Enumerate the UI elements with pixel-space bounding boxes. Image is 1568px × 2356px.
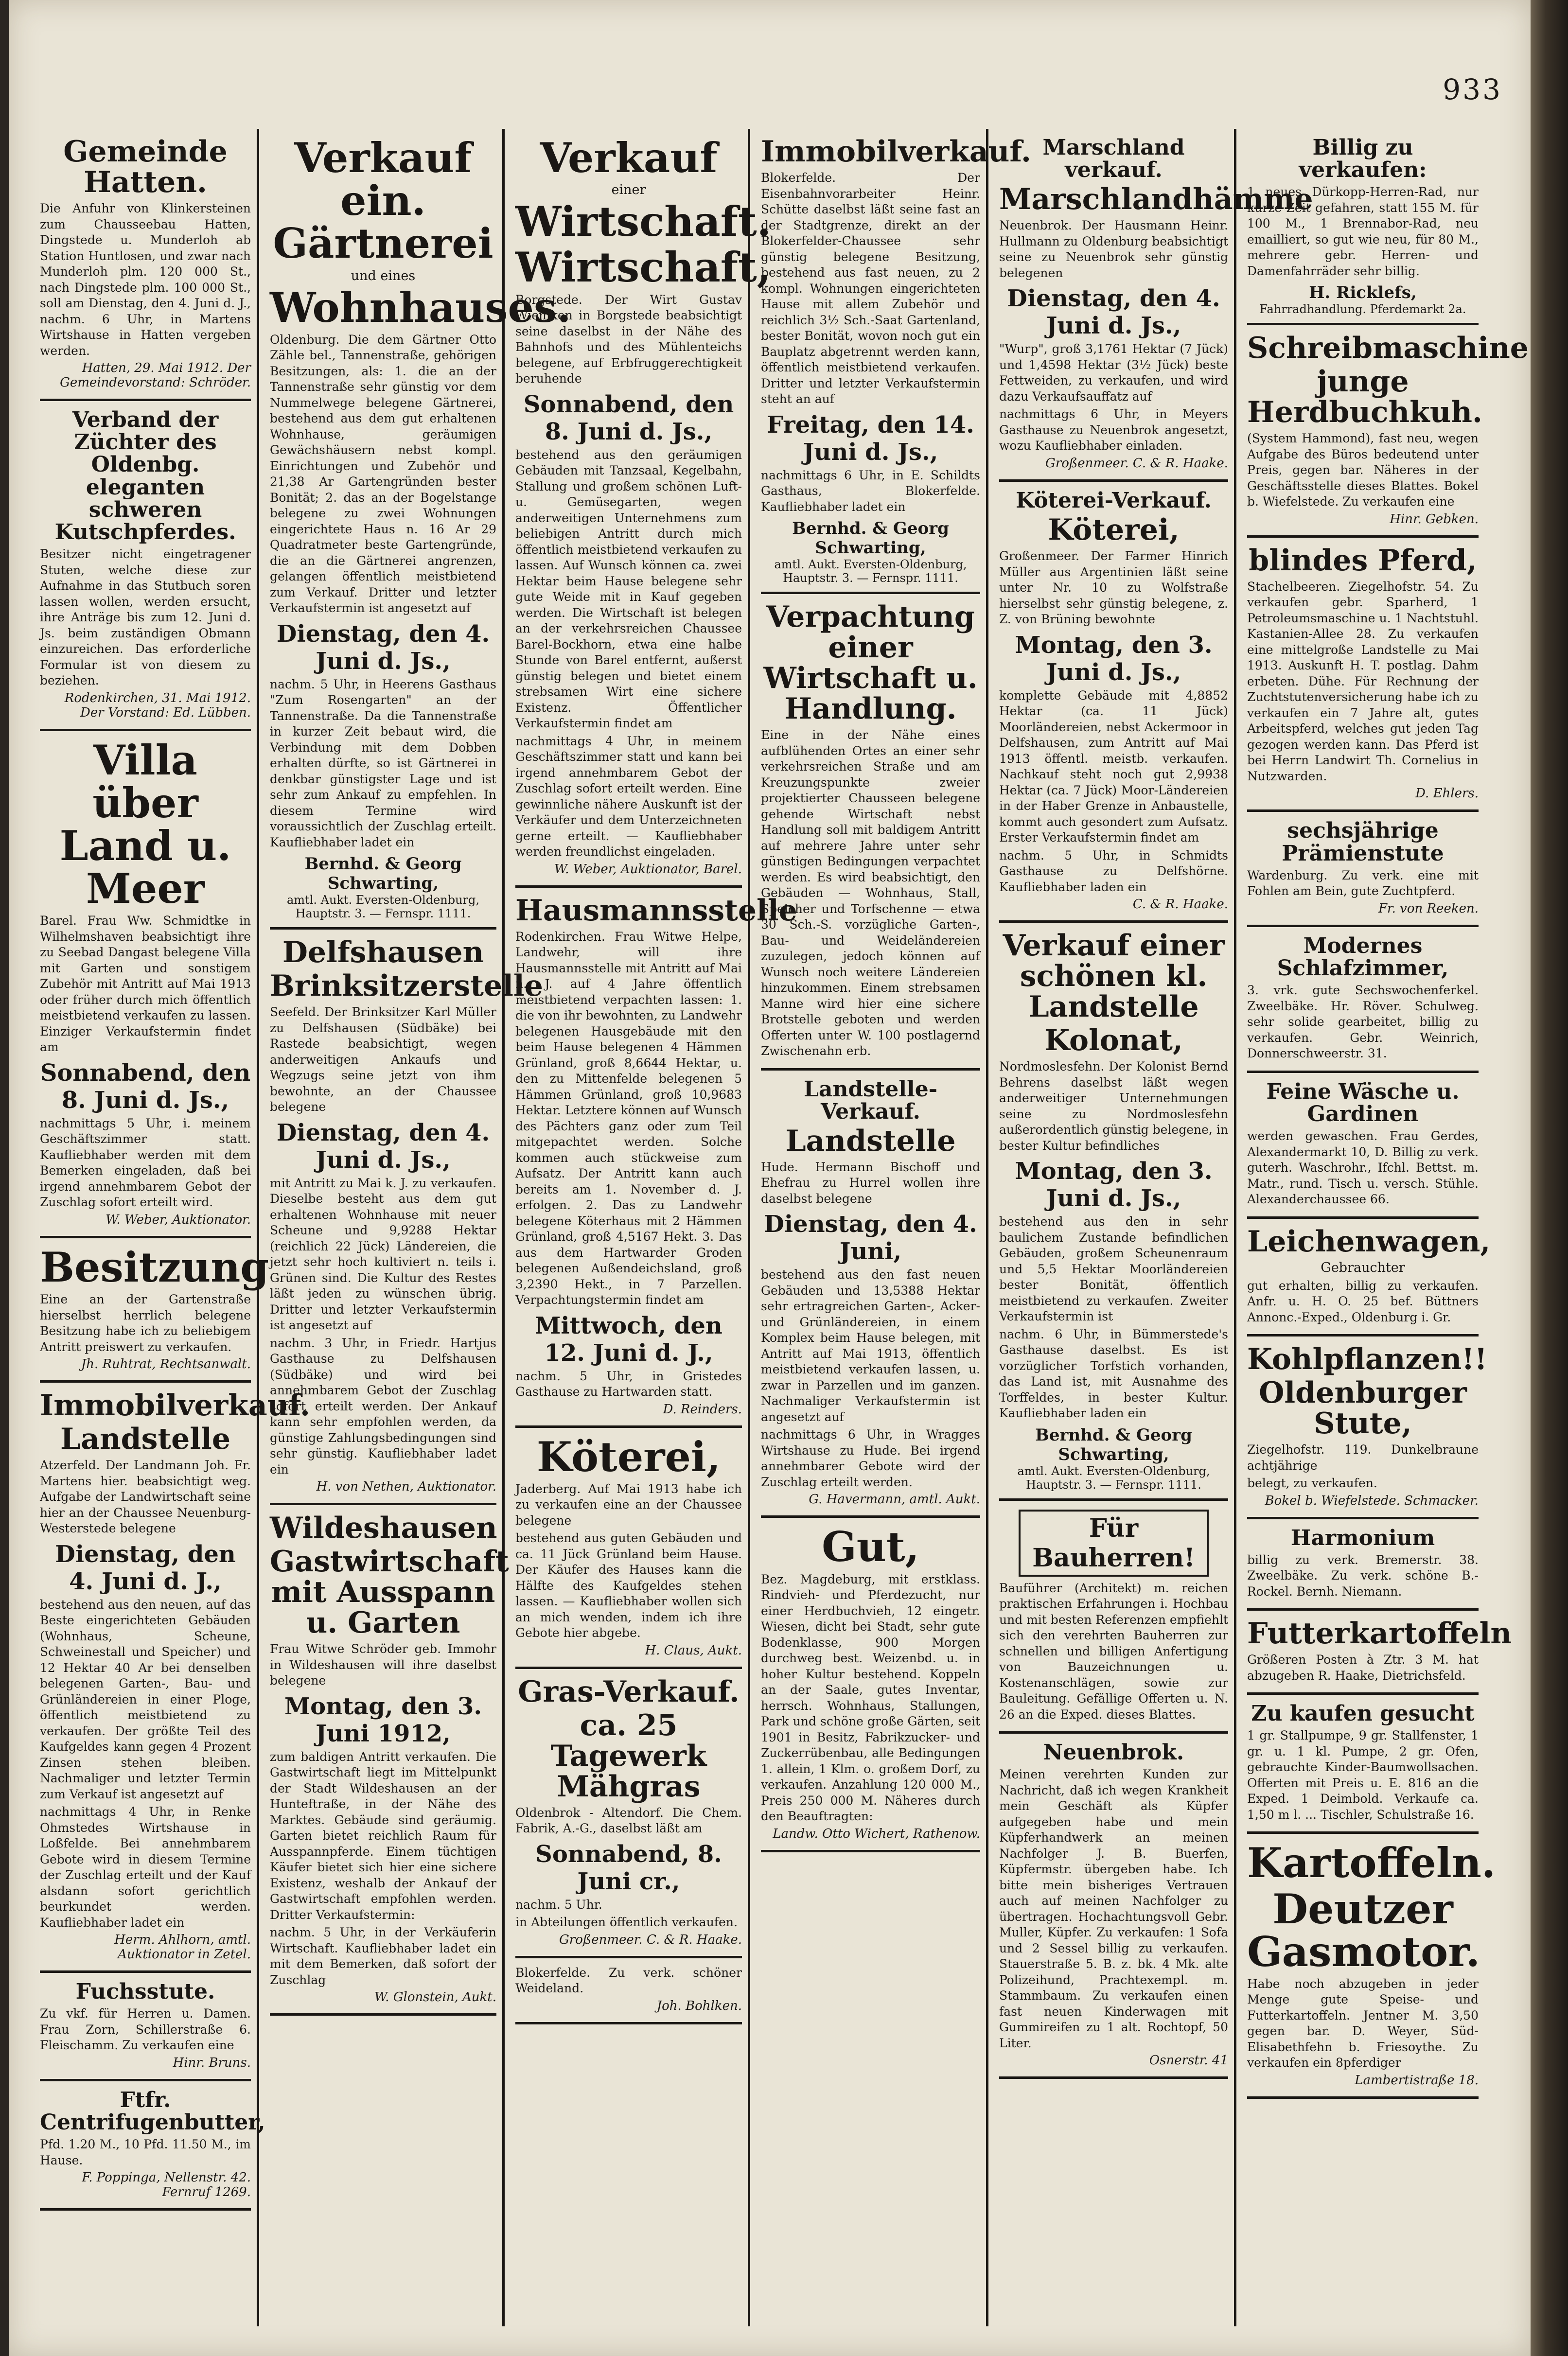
ad-body-text: nachm. 5 Uhr, in Gristedes Gasthause zu Hartwarden statt. <box>515 1369 742 1399</box>
ad-date: Montag, den 3. Juni d. Js., <box>1015 1158 1213 1213</box>
ad-body-text: Blokerfelde. Zu verk. schöner Weideland. <box>515 1965 742 1996</box>
advertisement-columns <box>34 129 1529 2326</box>
ad-headline: Delfshausen <box>282 935 484 970</box>
ad-headline: Wildeshausen <box>270 1511 497 1546</box>
ad-headline: Köterei, <box>1048 513 1180 547</box>
ad-subline: einer <box>611 182 646 198</box>
ad-body-text: (System Hammond), fast neu, wegen Aufgabe des Büros bedeutend unter Preis, gegen bar. Näheres in der Geschäftsstelle dieses Blattes. Bokel b. Wiefelstede. Zu verkaufen eine <box>1247 431 1479 509</box>
ad-headline: Gemeinde Hatten. <box>63 135 228 199</box>
ad-body-text: nachmittags 6 Uhr, in Meyers Gasthause zu Neuenbrok angesetzt, wozu Kaufliebhaber einladen. <box>999 407 1228 453</box>
ad-body-text: 1 gr. Stallpumpe, 9 gr. Stallfenster, 1 gr. u. 1 kl. Pumpe, 2 gr. Ofen, gebrauchte Kinder-Baumwollsachen. Offerten mit Preis u. E. 816 an die Exped. 1 Deimbold. Verkaufe ca. 1,50 m l. ... Tischler, Schulstraße 16. <box>1247 1728 1479 1822</box>
ad-headline: Besitzung <box>40 1243 269 1291</box>
ad-signature: Osnerstr. 41 <box>1149 2053 1228 2068</box>
advertisement <box>515 1428 742 1669</box>
ad-date: Dienstag, den 4. Juni d. Js., <box>1007 285 1220 340</box>
ad-body-text: Jaderberg. Auf Mai 1913 habe ich zu verkaufen eine an der Chaussee belegene <box>515 1481 742 1528</box>
ad-headline: Gastwirtschaft mit Ausspann u. Garten <box>270 1545 509 1640</box>
ad-signature: D. Ehlers. <box>1415 786 1479 801</box>
ad-body-text: zum baldigen Antritt verkaufen. Die Gastwirtschaft liegt im Mittelpunkt der Stadt Wildeshausen an der Hunteftraße, in der Nähe des Marktes. Gebäude sind geräumig. Garten bietet reichlich Raum für Ausspannpferde. Einem tüchtigen Käufer bietet sich hier eine sichere Existenz, weshalb der Ankauf der Gastwirtschaft empfohlen werden. Dritter Verkaufstermin: <box>270 1749 496 1922</box>
ad-body-text: Besitzer nicht eingetragener Stuten, welche diese zur Aufnahme in das Stutbuch soren lassen wollen, werden ersucht, ihre Anträge bis zum 12. Juni d. Js. beim zuständigen Obmann einzureichen. Das erforderliche Formular ist von diesem zu beziehen. <box>40 547 251 688</box>
ad-body-text: Größeren Posten à Ztr. 3 M. hat abzugeben R. Haake, Dietrichsfeld. <box>1247 1653 1479 1683</box>
ad-signature: D. Reinders. <box>663 1402 742 1417</box>
ad-signature: Landw. Otto Wichert, Rathenow. <box>773 1826 980 1841</box>
ad-body-text: nachmittags 5 Uhr, i. meinem Geschäftszimmer statt. Kaufliebhaber werden mit dem Bemerken eingeladen, daß bei irgend annehmbarem Gebot der Zuschlag sofort erteilt wird. <box>40 1116 251 1210</box>
ad-headline: Verkauf ein. Gärtnerei <box>273 134 493 268</box>
advertisement <box>1247 325 1529 538</box>
ad-signature: W. Weber, Auktionator, Barel. <box>554 862 742 877</box>
ad-body-text: bestehend aus guten Gebäuden und ca. 11 Jück Grünland beim Hause. Der Käufer des Hauses kann die Hälfte des Kaufgeldes stehen lassen. — Kaufliebhaber wollen sich an mich wenden, indem ich ihre Gebote hier abgebe. <box>515 1531 742 1640</box>
ad-headline: Verband der Züchter des Oldenbg. eleganten schweren Kutschpferdes. <box>54 407 236 545</box>
ad-date: Sonnabend, den 8. Juni d. Js., <box>40 1059 251 1114</box>
ad-signature: Lambertistraße 18. <box>1355 2073 1479 2088</box>
column-3 <box>510 129 797 2326</box>
ad-headline: Verkauf einer schönen kl. Landstelle <box>1003 929 1225 1024</box>
ad-headline: Wirtschaft, <box>515 243 771 292</box>
ad-date: Dienstag, den 4. Juni d. J., <box>55 1540 236 1595</box>
advertisement <box>1247 1336 1487 1519</box>
ad-headline: Gut, <box>822 1523 919 1571</box>
ad-signature: W. Weber, Auktionator. <box>106 1212 251 1227</box>
page-number: 933 <box>1443 73 1502 106</box>
ad-body-text: bestehend aus den geräumigen Gebäuden mit Tanzsaal, Kegelbahn, Stallung und großem schönen Luft- u. Gemüsegarten, wegen anderweitigen Unternehmens zum beliebigen Antritt durch mich öffentlich meistbietend verkaufen zu lassen. Auf Wunsch können ca. zwei Hektar beim Hause belegene sehr gute Weide mit in Kauf gegeben werden. Die Wirtschaft ist belegen an der verkehrsreichen Chaussee Barel-Bockhorn, etwa eine halbe Stunde von Barel entfernt, außerst günstig belegen und bietet einem strebsamen Wirt eine sichere Existenz. Öffentlicher Verkaufstermin findet am <box>515 447 742 731</box>
ad-firm-name: Bernhd. & Georg Schwarting, <box>304 854 462 894</box>
ad-headline: Immobilverkauf. <box>761 135 1031 169</box>
ad-signature: W. Glonstein, Aukt. <box>374 1990 496 2005</box>
ad-body-text: Meinen verehrten Kunden zur Nachricht, daß ich wegen Krankheit mein Geschäft als Küpfer aufgegeben habe und mein Küpferhandwerk an meinen Nachfolger J. B. Buerfen, Küpfermstr. übergeben habe. Ich bitte mein bisheriges Vertrauen auch auf meinen Nachfolger zu übertragen. Hochachtungsvoll Gebr. Muller, Küpfer. Zu verkaufen: 1 Sofa und 2 Sessel billig zu verkaufen. Stauerstraße 5. B. z. bk. 4 Mk. alte Polizeihund, Prachtexempl. m. Stammbaum. Zu verkaufen einen fast neuen Kinderwagen mit Gummireifen zu 1 alt. Rochtopf, 50 Liter. <box>999 1767 1228 2050</box>
ad-date: Freitag, den 14. Juni d. Js., <box>767 411 974 466</box>
ad-signature: Bokel b. Wiefelstede. Schmacker. <box>1265 1493 1479 1508</box>
advertisement <box>999 923 1228 1501</box>
ad-subline: Gebrauchter <box>1321 1260 1405 1275</box>
ad-headline: Wirtschaft. <box>515 197 771 246</box>
ad-body-text: nachmittags 6 Uhr, in Wragges Wirtshause zu Hude. Bei irgend annehmbarer Gebote wird der Zuschlag erteilt werden. <box>761 1427 980 1489</box>
ad-headline: Immobilverkauf. <box>40 1389 310 1423</box>
ad-body-text: nachmittags 4 Uhr, in Renke Ohmstedes Wirtshause in Loßfelde. Bei annehmbarem Gebote wird in diesem Termine der Zuschlag erteilt und der Kauf alsdann sofort gerichtlich beurkundet werden. Kaufliebhaber ladet ein <box>40 1805 251 1930</box>
ad-subline: und eines <box>351 268 416 283</box>
ad-firm-address: amtl. Aukt. Eversten-Oldenburg, Hauptstr. 3. — Fernspr. 1111. <box>1017 1464 1210 1492</box>
ad-headline: Hausmannsstelle <box>515 893 797 928</box>
ad-headline: Landstelle <box>785 1124 956 1158</box>
ad-headline: Köterei-Verkauf. <box>1016 488 1212 513</box>
ad-body-text: Wardenburg. Zu verk. eine mit Fohlen am Bein, gute Zuchtpferd. <box>1247 868 1479 898</box>
advertisement <box>1247 1695 1479 1834</box>
ad-body-text: bestehend aus den in sehr baulichem Zustande befindlichen Gebäuden, großem Scheunenraum und 5,5 Hektar Moorländereien bester Bonität, öffentlich meistbietend zu verkaufen. Zweiter Verkaufstermin ist <box>999 1214 1228 1324</box>
column-4 <box>755 129 1031 2326</box>
ad-headline: Billig zu verkaufen: <box>1299 135 1427 183</box>
ad-headline: sechsjährige Prämienstute <box>1282 818 1444 866</box>
advertisement <box>515 129 771 888</box>
ad-headline: Gras-Verkauf. <box>518 1674 740 1709</box>
ad-body-text: Rodenkirchen. Frau Witwe Helpe, Landwehr, will ihre Hausmannsstelle mit Antritt auf Mai n. J. auf 4 Jahre öffentlich meistbietend verpachten lassen: 1. die von ihr bewohnten, zu Landwehr belegenen Hausgebäude mit den beim Hause belegenen 4 Hämmen Grünland, groß 8,6644 Hektar, u. den zu Mittenfelde belegenen 5 Hämmen Grünland, groß 10,9683 Hektar. Letztere können auf Wunsch des Pächters ganz oder zum Teil mitgepachtet werden. Solche kommen auch stückweise zum Aufsatz. Der Antritt kann auch bereits am 1. November d. J. erfolgen. 2. Das zu Landwehr belegene Köterhaus mit 2 Hämmen Grünland, groß 4,5167 Hekt. 3. Das aus dem Hartwarder Groden belegenen Außendeichsland, groß 3,2390 Hekt., in 7 Parzellen. Verpachtungstermin findet am <box>515 929 742 1307</box>
advertisement <box>1247 1073 1479 1219</box>
advertisement <box>761 1518 980 1852</box>
ad-headline: Ftfr. Centrifugenbutter, <box>40 2087 265 2135</box>
ad-date: Montag, den 3. Juni 1912, <box>284 1692 482 1747</box>
ad-signature: Großenmeer. C. & R. Haake. <box>559 1932 742 1947</box>
advertisement <box>40 2081 265 2211</box>
advertisement <box>999 482 1228 923</box>
advertisement <box>999 129 1313 482</box>
column-2 <box>264 129 571 2326</box>
ad-signature: Großenmeer. C. & R. Haake. <box>1045 456 1228 471</box>
advertisement <box>1247 812 1479 927</box>
ad-headline: Futterkartoffeln <box>1247 1617 1512 1651</box>
advertisement <box>515 1958 742 2024</box>
advertisement <box>1247 129 1479 325</box>
ad-headline: blindes Pferd, <box>1249 543 1477 578</box>
ad-headline: Marschlandhämme <box>999 182 1313 217</box>
advertisement <box>999 1501 1228 1734</box>
ad-body-text: nachm. 5 Uhr. <box>515 1897 602 1912</box>
ad-body-text: Barel. Frau Ww. Schmidtke in Wilhelmshaven beabsichtigt ihre zu Seebad Dangast belegene Villa mit Garten und sonstigem Zubehör mit Antritt auf Mai 1913 oder früher durch mich öffentlich meistbietend verkaufen zu lassen. Einziger Verkaufstermin findet am <box>40 914 251 1055</box>
ad-headline: Für Bauherren! <box>1019 1510 1209 1577</box>
column-1 <box>34 129 310 2326</box>
ad-headline: Wohnhauses. <box>270 283 571 332</box>
ad-signature: Herm. Ahlhorn, amtl. Auktionator in Zetel. <box>114 1933 251 1962</box>
ad-body-text: Neuenbrok. Der Hausmann Heinr. Hullmann zu Oldenburg beabsichtigt seine zu Neuenbrok sehr günstig belegenen <box>999 218 1228 280</box>
ad-body-text: Hude. Hermann Bischoff und Ehefrau zu Hurrel wollen ihre daselbst belegene <box>761 1160 980 1206</box>
ad-signature: H. Claus, Aukt. <box>645 1643 742 1658</box>
ad-headline: Neuenbrok. <box>1043 1740 1184 1765</box>
ad-body-text: nachm. 5 Uhr, in Heerens Gasthaus "Zum Rosengarten" an der Tannenstraße. Da die Tannenstraße in kurzer Zeit bebaut wird, die Verbindung mit dem Dobben erhalten dürfte, so ist Gärtnerei in denkbar günstigster Lage und ist sehr zum Ankauf zu empfehlen. In diesem Termine wird voraussichtlich der Zuschlag erteilt. Kaufliebhaber ladet ein <box>270 677 496 849</box>
ad-body-text: Oldenburg. Die dem Gärtner Otto Zähle bel., Tannenstraße, gehörigen Besitzungen, als: 1. die an der Tannenstraße sehr günstig vor dem Nummelwege belegene Gärtnerei, bestehend aus dem gut erhaltenen Wohnhause, geräumigen Gewächshäusern nebst kompl. Einrichtungen und Zubehör und 21,38 Ar Gartengründen bester Bonität; 2. das an der Bogelstange belegene zu zwei Wohnungen eingerichtete Haus n. 16 Ar 29 Quadratmeter beste Gartengründe, die an die Gärtnerei angrenzen, gelangen öffentlich meistbietend zum Verkauf. Dritter und letzter Verkaufstermin ist angesetzt auf <box>270 332 496 615</box>
advertisement <box>1247 927 1479 1073</box>
ad-body-text: Atzerfeld. Der Landmann Joh. Fr. Martens hier. beabsichtigt weg. Aufgabe der Landwirtschaft seine hier an der Chaussee Neuenburg-Westerstede belegene <box>40 1458 251 1536</box>
advertisement <box>515 888 797 1428</box>
ad-headline: Landstelle-Verkauf. <box>804 1076 937 1124</box>
ad-signature: Joh. Bohlken. <box>656 1998 742 2013</box>
advertisement <box>40 1973 251 2081</box>
ad-headline: Landstelle <box>60 1422 231 1457</box>
ad-headline: Oldenburger Stute, <box>1259 1376 1467 1441</box>
ad-headline: Modernes Schlafzimmer, <box>1277 933 1449 981</box>
ad-date: Mittwoch, den 12. Juni d. J., <box>535 1312 722 1367</box>
ad-date: Dienstag, den 4. Juni d. Js., <box>276 620 490 675</box>
ad-headline: Kartoffeln. <box>1247 1839 1496 1887</box>
advertisement <box>515 1669 742 1958</box>
ad-firm-name: Bernhd. & Georg Schwarting, <box>1035 1425 1192 1464</box>
ad-body-text: billig zu verk. Bremerstr. 38. Zweelbäke. Zu verk. schöne B.-Rockel. Bernh. Niemann. <box>1247 1552 1479 1599</box>
advertisement <box>270 129 571 930</box>
ad-signature: Jh. Ruhtrat, Rechtsanwalt. <box>81 1357 251 1372</box>
ad-body-text: Seefeld. Der Brinksitzer Karl Müller zu Delfshausen (Südbäke) bei Rastede beabsichtigt, wegen anderweitigen Ankaufs und Wegzugs seine jetzt von ihm bewohnte, an der Chaussee belegene <box>270 1005 496 1114</box>
ad-date: Sonnabend, 8. Juni cr., <box>535 1840 722 1895</box>
advertisement <box>761 1071 980 1518</box>
advertisement <box>1247 1611 1512 1695</box>
advertisement <box>40 731 251 1238</box>
ad-date: Montag, den 3. Juni d. Js., <box>1015 631 1213 686</box>
ad-body-text: werden gewaschen. Frau Gerdes, Alexandermarkt 10, D. Billig zu verk. guterh. Waschrohr., Ifchl. Bettst. m. Matr., rund. Tisch u. versch. Stühle. Alexanderchaussee 66. <box>1247 1129 1479 1206</box>
ad-body-text: gut erhalten, billig zu verkaufen. Anfr. u. H. O. 25 bef. Büttners Annonc.-Exped., Oldenburg i. Gr. <box>1247 1278 1479 1324</box>
ad-body-text: nachm. 5 Uhr, in Schmidts Gasthause zu Delfshörne. Kaufliebhaber laden ein <box>999 848 1228 894</box>
ad-signature: Hatten, 29. Mai 1912. Der Gemeindevorstand: Schröder. <box>60 361 251 390</box>
ad-headline: Zu kaufen gesucht <box>1251 1701 1475 1726</box>
ad-body-text: nachmittags 4 Uhr, in meinem Geschäftszimmer statt und kann bei irgend annehmbarem Gebot der Zuschlag sofort erteilt werden. Eine gewinnliche nähere Auskunft ist der Verkäufer und dem Unterzeichneten gerne erteilt. — Kaufliebhaber werden freundlichst eingeladen. <box>515 734 742 859</box>
ad-headline: Harmonium <box>1290 1525 1435 1550</box>
ad-headline: Deutzer Gasmotor. <box>1247 1884 1480 1976</box>
ad-firm-address: amtl. Aukt. Eversten-Oldenburg, Hauptstr. 3. — Fernspr. 1111. <box>286 893 480 921</box>
ad-firm-name: H. Ricklefs, <box>1309 283 1417 303</box>
ad-signature: F. Poppinga, Nellenstr. 42. Fernruf 1269. <box>82 2170 251 2200</box>
ad-body-text: Zu vkf. für Herren u. Damen. Frau Zorn, Schillerstraße 6. Fleischamm. Zu verkaufen eine <box>40 2006 251 2053</box>
ad-headline: Kohlpflanzen!! <box>1247 1342 1487 1376</box>
ad-headline: Marschland verkauf. <box>1042 135 1185 183</box>
advertisement <box>40 401 251 731</box>
ad-body-text: bestehend aus den neuen, auf das Beste eingerichteten Gebäuden (Wohnhaus, Scheune, Schweinestall und Speicher) und 12 Hektar 40 Ar bei denselben belegenen Garten-, Bau- und Grünländereien in einer Ploge, öffentlich meistbietend zu verkaufen. Der größte Teil des Kaufgeldes kann gegen 4 Prozent Zinsen stehen bleiben. Nachmaliger und letzter Termin zum Verkauf ist angesetzt auf <box>40 1597 251 1801</box>
ad-signature: G. Havermann, amtl. Aukt. <box>809 1492 980 1507</box>
ad-body-text: 3. vrk. gute Sechswochenferkel. Zweelbäke. Hr. Röver. Schulweg. sehr solide gearbeitet, billig zu verkaufen. Gebr. Weinrich, Donnerschweerstr. 31. <box>1247 983 1479 1061</box>
ad-firm-address: Fahrradhandlung. Pferdemarkt 2a. <box>1259 302 1466 316</box>
ad-signature: H. von Nethen, Auktionator. <box>316 1479 496 1494</box>
ad-body-text: bestehend aus den fast neuen Gebäuden und 13,5388 Hektar sehr ertragreichen Garten-, Acker- und Grünländereien, in einem Komplex beim Hause belegen, mit Antritt auf Mai 1913, öffentlich meistbietend verkaufen lassen, u. zwar in Parzellen und im ganzen. Nachmaliger Verkaufstermin ist angesetzt auf <box>761 1267 980 1424</box>
ad-signature: Fr. von Reeken. <box>1378 901 1479 916</box>
advertisement <box>999 1734 1228 2079</box>
ad-body-text: Habe noch abzugeben in jeder Menge gute Speise- und Futterkartoffeln. Jentner M. 3,50 gegen bar. D. Weyer, Süd-Elisabethfehn b. Friesoythe. Zu verkaufen ein 8pferdiger <box>1247 1976 1479 2070</box>
ad-body-text: Stachelbeeren. Ziegelhofstr. 54. Zu verkaufen gebr. Sparherd, 1 Petroleumsmaschine u. 1 Nachtstuhl. Kastanien-Allee 28. Zu verkaufen eine mittelgroße Landstelle zu Mai 1913. Auskunft H. T. postlag. Dahm erbeten. Dühe. Für Rechnung der Zuchtstutenversicherung habe ich zu verkaufen ein 7 Jahre alt, gutes Arbeitspferd, welches gut jeden Tag gezogen werden kann. Das Pferd ist bei Herrn Landwirt Th. Cornelius in Nutzwarden. <box>1247 579 1479 783</box>
ad-headline: Verkauf <box>540 134 718 182</box>
ad-body-text: in Abteilungen öffentlich verkaufen. <box>515 1915 738 1930</box>
ad-headline: Fuchsstute. <box>75 1979 215 2004</box>
advertisement <box>1247 538 1479 812</box>
ad-body-text: nachm. 5 Uhr, in der Verkäuferin Wirtschaft. Kaufliebhaber ladet ein mit dem Bemerken, daß sofort der Zuschlag <box>270 1925 496 1987</box>
advertisement <box>761 594 980 1071</box>
ad-headline: Brinksitzerstelle <box>270 969 543 1003</box>
ad-headline: Leichenwagen, <box>1247 1224 1491 1259</box>
ad-headline: Villa über Land u. Meer <box>59 736 231 913</box>
ad-body-text: Bauführer (Architekt) m. reichen praktischen Erfahrungen i. Hochbau und mit besten Referenzen empfiehlt sich den verehrten Bauherren zur schnellen und billigen Anfertigung von Bauzeichnungen u. Kostenanschlägen, sowie zur Bauleitung. Gefällige Offerten u. N. 26 an die Exped. dieses Blattes. <box>999 1581 1229 1722</box>
column-6 <box>1241 129 1529 2326</box>
ad-body-text: nachmittags 6 Uhr, in E. Schildts Gasthaus, Blokerfelde. Kaufliebhaber ladet ein <box>761 468 980 514</box>
ad-headline: Feine Wäsche u. Gardinen <box>1266 1079 1460 1126</box>
ad-body-text: belegt, zu verkaufen. <box>1247 1476 1377 1490</box>
ad-headline: Kolonat, <box>1044 1023 1183 1058</box>
ad-firm-address: amtl. Aukt. Eversten-Oldenburg, Hauptstr. 3. — Fernspr. 1111. <box>774 558 967 585</box>
ad-firm-name: Bernhd. & Georg Schwarting, <box>792 519 949 558</box>
ad-date: Dienstag, den 4. Juni, <box>764 1211 977 1266</box>
ad-signature: Hinr. Bruns. <box>173 2055 251 2070</box>
ad-body-text: Blokerfelde. Der Eisenbahnvorarbeiter Heinr. Schütte daselbst läßt seine fast an der Stadtgrenze, direkt an der Blokerfelder-Chaussee sehr günstig belegene Besitzung, bestehend aus fast neuen, zu 2 kompl. Wohnungen eingerichteten Hause mit allem Zubehör und reichlich 3½ Sch.-Saat Gartenland, bester Bonität, wovon noch gut ein Bauplatz abgetrennt werden kann, öffentlich meistbietend verkaufen. Dritter und letzter Verkaufstermin steht an auf <box>761 171 980 406</box>
ad-body-text: 1 neues Dürkopp-Herren-Rad, nur kurze Zeit gefahren, statt 155 M. für 100 M., 1 Brennabor-Rad, neu emailliert, so gut wie neu, für 80 M., mehrere gebr. Herren- und Damenfahrräder sehr billig. <box>1247 185 1479 278</box>
ad-body-text: Bez. Magdeburg, mit erstklass. Rindvieh- und Pferdezucht, nur einer Herdbuchvieh, 12 eingetr. Wiesen, dicht bei Stadt, sehr gute Bodenklasse, 900 Morgen durchweg best. Weizenbd. u. in hoher Kultur bestehend. Koppeln an der Saale, gutes Inventar, herrsch. Wohnhaus, Stallungen, Park und schöne große Gärten, seit 1901 in Besitz, Fabrikzucker- und Zuckerrübenbau, alle Bedingungen 1. allein, 1 Klm. o. großem Dorf, zu verkaufen. Anzahlung 120 000 M., Preis 250 000 M. Näheres durch den Beauftragten: <box>761 1572 980 1824</box>
ad-body-text: Borgstede. Der Wirt Gustav Wiemken in Borgstede beabsichtigt seine daselbst in der Nähe des Bahnhofs und des Mühlenteichs belegene, auf Erbfruggerechtigkeit beruhende <box>515 292 742 386</box>
ad-body-text: Pfd. 1.20 M., 10 Pfd. 11.50 M., im Hause. <box>40 2137 251 2167</box>
ad-headline: ca. 25 Tagewerk Mähgras <box>550 1708 707 1804</box>
ad-headline: Verpachtung einer Wirtschaft u. Handlung. <box>763 600 978 726</box>
ad-body-text: Frau Witwe Schröder geb. Immohr in Wildeshausen will ihre daselbst belegene <box>270 1642 496 1688</box>
advertisement <box>270 930 543 1505</box>
ad-body-text: Großenmeer. Der Farmer Hinrich Müller aus Argentinien läßt seine unter Nr. 10 zu Wolfstraße hierselbst sehr günstig belegene, z. Z. von Brüning bewohnte <box>999 549 1228 627</box>
ad-body-text: Eine in der Nähe eines aufblühenden Ortes an einer sehr verkehrsreichen Straße und am Kreuzungspunkte zweier projektierter Chausseen belegene gehende Wirtschaft nebst Handlung soll mit baldigem Antritt auf mehrere Jahre unter sehr günstigen Bedingungen verpachtet werden. Es wird beabsichtigt, den Gebäuden — Wohnhaus, Stall, Speicher und Torfschenne — etwa 30 Sch.-S. vorzügliche Garten-, Bau- und Weideländereien zuzulegen, jedoch können auf Wunsch noch weitere Ländereien hinzukommen. Einem strebsamen Manne wird hier eine sichere Brotstelle geboten und werden Offerten unter W. 100 postlagernd Zwischenahn erb. <box>761 728 980 1058</box>
ad-body-text: nachm. 3 Uhr, in Friedr. Hartjus Gasthause zu Delfshausen (Südbäke) und wird bei annehmbarem Gebot der Zuschlag sofort erteilt werden. Der Ankauf kann sehr empfohlen werden, da günstige Zahlungsbedingungen sind sehr günstig. Kaufliebhaber ladet ein <box>270 1336 496 1477</box>
advertisement <box>1247 1834 1496 2099</box>
ad-body-text: Ziegelhofstr. 119. Dunkelbraune achtjährige <box>1247 1442 1479 1473</box>
advertisement <box>40 1383 310 1973</box>
ad-signature: Rodenkirchen, 31. Mai 1912. Der Vorstand: Ed. Lübben. <box>64 690 251 720</box>
ad-body-text: mit Antritt zu Mai k. J. zu verkaufen. Dieselbe besteht aus dem gut erhaltenen Wohnhause mit neuer Scheune und 9,9288 Hektar (reichlich 22 Jück) Ländereien, die jetzt sehr hoch kultiviert n. teils i. Grünen sind. Die Kultur des Restes läßt jeden zu wünschen übrig. Dritter und letzter Verkaufstermin ist angesetzt auf <box>270 1176 496 1333</box>
advertisement <box>1247 1519 1479 1611</box>
ad-body-text: Nordmoslesfehn. Der Kolonist Bernd Behrens daselbst läßt wegen anderweitiger Unternehmungen seine zu Nordmoslesfehn außerordentlich günstig belegene, in bester Kultur befindliches <box>999 1059 1228 1153</box>
ad-signature: C. & R. Haake. <box>1132 897 1228 912</box>
ad-body-text: Eine an der Gartenstraße hierselbst herrlich belegene Besitzung habe ich zu beliebigem Antritt preiswert zu verkaufen. <box>40 1292 251 1354</box>
ad-headline: junge Herdbuchkuh. <box>1247 365 1482 430</box>
ad-headline: Schreibmaschine <box>1247 331 1529 366</box>
ad-headline: Köterei, <box>536 1432 721 1481</box>
advertisement <box>1247 1219 1491 1337</box>
page-binding-edge <box>1531 0 1568 2356</box>
ad-body-text: "Wurp", groß 3,1761 Hektar (7 Jück) und 1,4598 Hektar (3½ Jück) beste Fettweiden, zu verkaufen, und wird dazu Verkaufsauffatz auf <box>999 342 1228 404</box>
ad-body-text: nachm. 6 Uhr, in Bümmerstede's Gasthause daselbst. Es ist vorzüglicher Torfstich vorhanden, das Land ist, mit Ausnahme des Torffeldes, in bester Kultur. Kaufliebhaber laden ein <box>999 1327 1228 1421</box>
ad-date: Sonnabend, den 8. Juni d. Js., <box>523 390 734 445</box>
ad-body-text: komplette Gebäude mit 4,8852 Hektar (ca. 11 Jück) Moorländereien, nebst Ackermoor in Delfshausen, zum Antritt auf Mai 1913 öffentl. meistb. verkaufen. Nachkauf steht noch gut 2,9938 Hektar (ca. 7 Jück) Moor-Ländereien in der Haber Grenze in Anbaustelle, kommt auch gesondert zum Aufsatz. Erster Verkaufstermin findet am <box>999 688 1228 845</box>
advertisement <box>40 1238 269 1383</box>
ad-body-text: Die Anfuhr von Klinkersteinen zum Chausseebau Hatten, Dingstede u. Munderloh ab Station Huntlosen, und zwar nach Munderloh plm. 120 000 St., nach Dingstede plm. 100 000 St., soll am Dienstag, den 4. Juni d. J., nachm. 6 Uhr, in Martens Wirtshause in Hatten vergeben werden. <box>40 201 251 358</box>
ad-signature: Hinr. Gebken. <box>1390 511 1479 527</box>
advertisement <box>761 129 1031 594</box>
advertisement <box>270 1505 509 2016</box>
ad-date: Dienstag, den 4. Juni d. Js., <box>276 1119 490 1174</box>
advertisement <box>40 129 251 401</box>
ad-body-text: Oldenbrok - Altendorf. Die Chem. Fabrik, A.-G., daselbst läßt am <box>515 1805 742 1836</box>
